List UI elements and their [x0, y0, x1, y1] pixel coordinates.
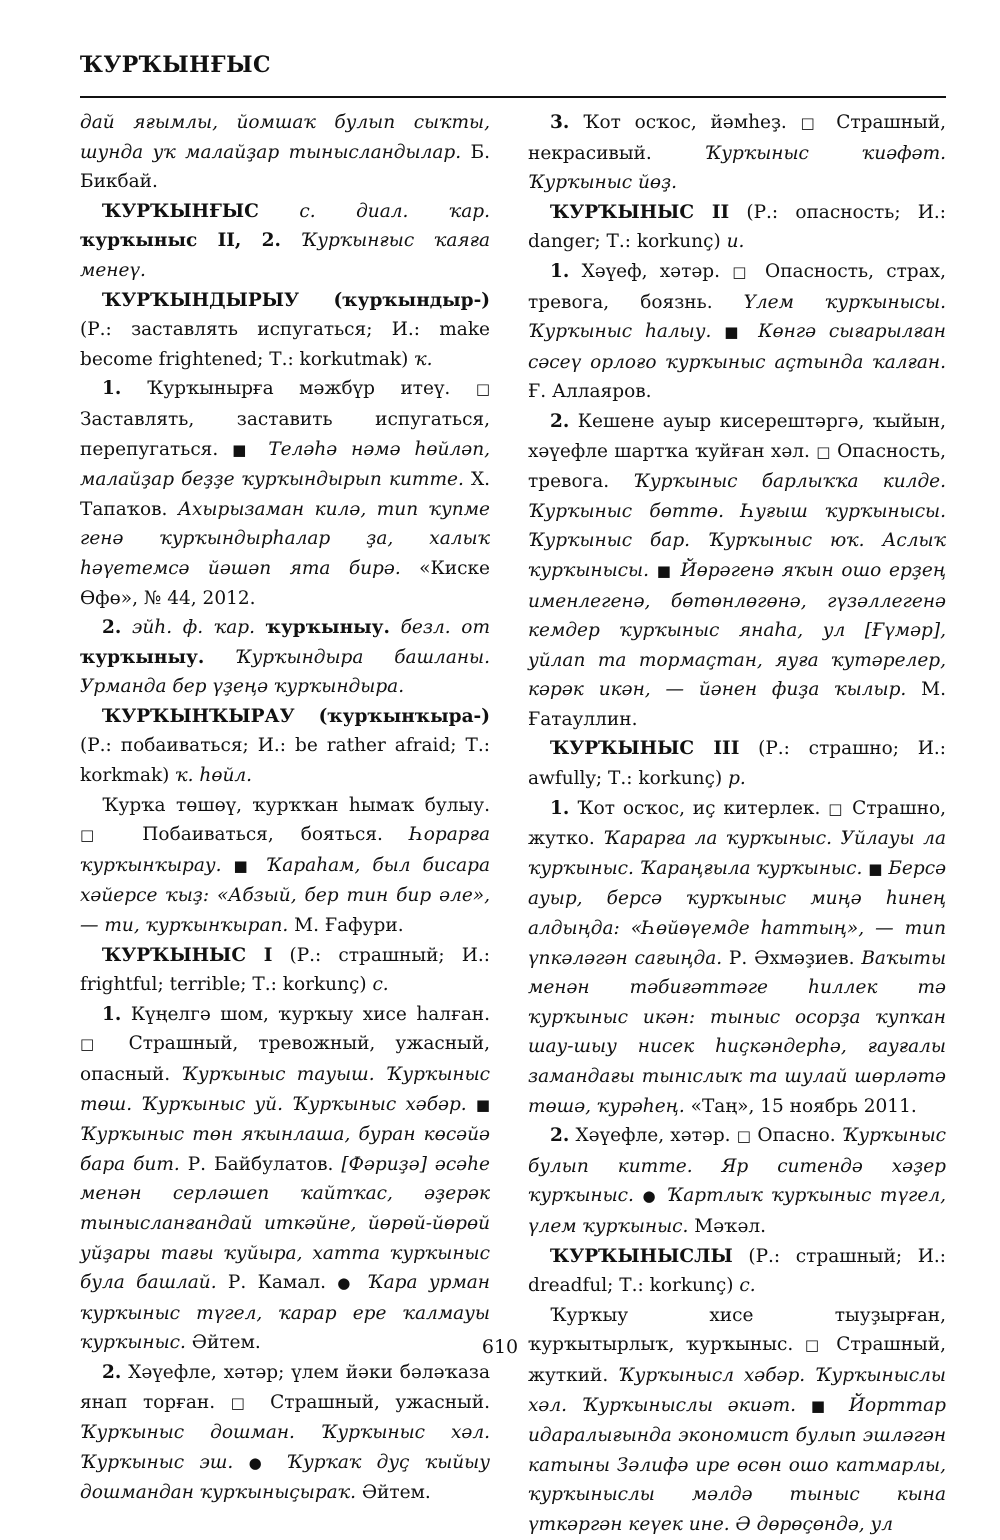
section-marker-symbol: □: [800, 114, 823, 132]
example-text: Теләһә нәмә һөйләп, малайҙар беҙҙе ҡурҡындырып китте.: [80, 438, 490, 491]
example-text: Ҡурҡыныс барлыҡҡа килде. Ҡурҡыныс бөттө. Һуғыш ҡурҡынысы. Ҡурҡыныс бар. Ҡурҡыныс юҡ. Аслыҡ ҡурҡынысы.: [528, 471, 947, 581]
headword-or-sense-number: 1.: [102, 1003, 122, 1025]
example-text: с.: [739, 1275, 756, 1297]
example-text: Ҡурҡыныс булып китте. Яр ситендә хәҙер ҡурҡыныс.: [528, 1125, 946, 1207]
headword-or-sense-number: 1.: [550, 797, 570, 819]
dictionary-paragraph: [80, 613, 490, 702]
example-text: Ҡараһам, был бисара хәйерсе ҡыҙ: «Абзый, бер тин бир әле», — ти, ҡурҡынҡырап.: [80, 854, 490, 937]
example-text: Ҡурҡыныс тауыш. Ҡурҡыныс төш. Ҡурҡыныс уй. Ҡурҡыныс хәбәр.: [80, 1064, 490, 1115]
definition-text: Опасность, тревога.: [528, 440, 946, 493]
headword-or-sense-number: 2.: [550, 1125, 570, 1147]
headword-or-sense-number: 3.: [550, 112, 570, 133]
section-marker-symbol: □: [828, 799, 845, 818]
definition-text: Р. Байбулатов.: [179, 1153, 342, 1175]
section-marker-symbol: ■: [656, 561, 673, 580]
page-number: 610: [481, 1336, 519, 1358]
section-marker-symbol: □: [80, 1035, 109, 1054]
headword-or-sense-number: ҠУРҠЫНЫСЛЫ: [550, 1245, 733, 1267]
example-text: и.: [726, 231, 745, 253]
definition-text: М. Ғафури.: [288, 915, 404, 937]
headword-or-sense-number: ҠУРҠЫНЫС II: [550, 201, 730, 223]
definition-text: Опасно.: [751, 1125, 842, 1147]
example-text: Ҡурҡынғыс ҡаяға менеү.: [80, 230, 491, 281]
definition-text: [233, 1452, 248, 1473]
definition-text: Ҡот осҡос, иҫ китерлек.: [569, 797, 829, 819]
example-text: Ҡурҡындыра башланы. Урманда бер үҙеңә ҡурҡындыра.: [80, 646, 490, 698]
section-marker-symbol: ■: [724, 323, 746, 342]
example-text: Ҡара урман ҡурҡыныс түгел, ҡарар ере ҡалмауы ҡурҡыныс.: [80, 1272, 490, 1354]
definition-text: Ҡот осҡос, йәмһеҙ.: [569, 112, 801, 133]
headword-or-sense-number: ҠУРҠЫНҒЫС: [102, 200, 259, 222]
dictionary-paragraph: [80, 374, 490, 613]
dictionary-paragraph: [80, 108, 490, 197]
headword-or-sense-number: ҡурҡыныу.: [265, 617, 390, 639]
definition-text: Страшный, жуткий.: [528, 1334, 946, 1386]
definition-text: Страшно, жутко.: [528, 797, 946, 850]
definition-text: Страшный, ужасный.: [254, 1391, 490, 1413]
headword-or-sense-number: 2.: [550, 410, 570, 432]
definition-text: Х. Тапаҡов.: [80, 469, 490, 520]
definition-text: Ҡурҡынырға мәжбүр итеү.: [121, 378, 476, 400]
headword-or-sense-number: ҠУРҠЫНЫС III: [550, 738, 740, 760]
definition-text: (Р.: побаиваться; И.: be rather afraid; Т.: korkmak): [80, 735, 490, 787]
dictionary-paragraph: [80, 1358, 490, 1508]
dictionary-paragraph: [528, 198, 946, 257]
example-text: с. диал. ҡар.: [258, 200, 490, 222]
section-marker-symbol: ●: [248, 1453, 272, 1472]
definition-text: Р. Әхмәҙиев.: [722, 947, 862, 969]
example-text: Ахырызаман килә, тип ҡупме генә ҡурҡындырһалар ҙа, халыҡ һәүетемсә йәшәп ята бирә.: [80, 498, 490, 579]
dictionary-paragraph: [528, 108, 946, 198]
header-rule: [80, 96, 946, 98]
definition-text: Әйтем.: [185, 1332, 261, 1354]
example-text: Ҡартлыҡ ҡурҡыныс түгел, үлем ҡурҡыныс.: [528, 1185, 946, 1237]
dictionary-paragraph: [80, 1000, 490, 1358]
example-text: безл. от: [389, 617, 490, 639]
example-text: с.: [372, 974, 389, 996]
definition-text: Хәүефле, хәтәр; үлем йәки бәләҡаза янап торған.: [80, 1361, 490, 1413]
section-marker-symbol: ■: [810, 1396, 835, 1415]
example-text: Йорттар идаралығында экономист булып эшләгән катыны Зәлифә ире өсөн ошо катмарлы, ҡурҡыныслы мәлдә тыныс кына үткәргән кеүек ине. Ә дөрөҫөндә, ул: [528, 1394, 946, 1535]
dictionary-paragraph: [528, 1242, 946, 1301]
dictionary-paragraph: [528, 407, 946, 735]
definition-text: Опасность, страх, тревога, боязнь.: [528, 260, 946, 313]
headword-or-sense-number: 2.: [102, 1361, 122, 1383]
definition-text: «Таң», 15 ноябрь 2011.: [684, 1095, 917, 1117]
definition-text: (Р.: опасность; И.: danger; Т.: korkunç): [528, 201, 946, 253]
dictionary-paragraph: [80, 791, 490, 941]
example-text: Ҡурҡыныс ҡиәфәт. Ҡурҡыныс йөҙ.: [528, 142, 946, 194]
definition-text: [222, 855, 234, 876]
example-text: Ваҡыты менән тәбиғәттәге һиллек тә ҡурҡыныс икән: тыныс осорҙа ҡупҡан шау-шыу нисек һиҫкәндерһә, ғауғалы замандағы тынıслыҡ та шулай шөрләтә төшә, ҡурәһең.: [528, 947, 947, 1117]
headword-or-sense-number: ҠУРҠЫНДЫРЫУ (ҡурҡындыр-): [102, 289, 490, 311]
dictionary-paragraph: [80, 197, 490, 286]
dictionary-paragraph: [528, 734, 946, 793]
definition-text: [467, 1094, 476, 1115]
definition-text: «Киске Өфө», № 44, 2012.: [80, 557, 490, 609]
definition-text: Страшный, тревожный, ужасный, опасный.: [80, 1033, 490, 1085]
dictionary-paragraph: [80, 941, 490, 1000]
section-marker-symbol: ■: [232, 440, 255, 459]
example-text: ҡ. һөйл.: [175, 765, 253, 787]
example-text: Берсә ауыр, берсә ҡурҡыныс миңә һинең алдыңда: «Һөйөүемде һаттың», — тип үпкәләгән сағыңда.: [528, 857, 947, 969]
example-text: эйһ. ф. ҡар.: [121, 617, 266, 639]
section-marker-symbol: ●: [642, 1187, 659, 1206]
headword-or-sense-number: 1.: [102, 378, 122, 400]
definition-text: Ҡурҡа төшөү, ҡурҡҡан һымаҡ булыу.: [102, 794, 490, 816]
definition-text: Р. Камал.: [216, 1272, 338, 1294]
example-text: дай яғымлы, йомшаҡ булып сыҡты, шунда уҡ малайҙар тынысландылар.: [80, 112, 490, 163]
example-text: Ҡарарға ла ҡурҡыныс. Уйлауы ла ҡурҡыныс. Ҡараңғыла ҡурҡыныс.: [528, 828, 946, 879]
section-marker-symbol: □: [230, 1393, 255, 1412]
example-text: Һорарға ҡурҡынҡырау.: [80, 824, 490, 876]
dictionary-paragraph: [528, 1121, 946, 1241]
definition-text: Побаиваться, бояться.: [115, 824, 410, 846]
example-text: [Фәриҙә] әсәһе менән серләшеп ҡайтҡас, әҙерәк тынысланғандай иткәйне, йөрөй-йөрөй уйҙары тағы ҡуйыра, хатта ҡурҡыныс була башлай.: [80, 1153, 490, 1294]
definition-text: Күңелгә шом, ҡурҡыу хисе һалған.: [121, 1003, 490, 1025]
example-text: Үлем ҡурҡынысы. Ҡурҡыныс һалыу.: [528, 291, 946, 343]
dictionary-paragraph: [80, 286, 490, 375]
definition-text: Хәүефле, хәтәр.: [569, 1125, 737, 1147]
example-text: Ҡурҡынысл хәбәр. Ҡурҡыныслы хәл. Ҡурҡыныслы әкиәт.: [528, 1364, 946, 1416]
headword-or-sense-number: 2.: [102, 617, 122, 639]
example-text: Йөрәгенә яҡын ошо ерҙең именлегенә, бөтөнлөгөнә, гүзәллегенә кемдер ҡурҡыныс янаһа, ул [Ғүмәр], уйлап та тормаҫтан, яуға ҡутәрелер, кәрәк икән, — йәнен фиҙа ҡылыр.: [528, 559, 946, 701]
example-text: Көнгә сығарылған сәсеү орлоғо ҡурҡыныс аҫтында ҡалған.: [528, 321, 946, 373]
section-marker-symbol: □: [804, 1336, 825, 1355]
example-text: р.: [728, 768, 746, 790]
headword-or-sense-number: ҡурҡыныу.: [80, 646, 205, 668]
right-column: [528, 108, 946, 1540]
definition-text: Кешене ауыр кисерештәргә, ҡыйын, хәүефле шартҡа ҡуйған хәл.: [528, 410, 946, 462]
section-marker-symbol: □: [80, 826, 116, 845]
definition-text: (Р.: страшный; И.: dreadful; Т.: korkunç): [528, 1245, 946, 1297]
section-marker-symbol: ●: [337, 1274, 356, 1293]
definition-text: Мәҡәл.: [688, 1215, 767, 1237]
definition-text: М. Ғатауллин.: [528, 679, 946, 730]
definition-text: (Р.: заставлять испугаться; И.: make become frightened; Т.: korkutmak): [80, 319, 490, 370]
example-text: Ҡурҡыныс дошман. Ҡурҡыныс хәл. Ҡурҡыныс эш.: [80, 1422, 490, 1473]
definition-text: Әйтем.: [355, 1482, 431, 1504]
section-marker-symbol: ■: [475, 1095, 490, 1114]
definition-text: Страшный, некрасивый.: [528, 112, 946, 164]
dictionary-paragraph: [528, 794, 946, 1122]
definition-text: (Р.: страшный; И.: frightful; terrible; Т.: korkunç): [80, 944, 491, 996]
section-marker-symbol: □: [816, 442, 831, 461]
definition-text: Заставлять, заставить испугаться, перепугаться.: [80, 408, 490, 460]
definition-text: (Р.: страшно; И.: awfully; Т.: korkunç): [528, 738, 946, 790]
definition-text: Ҡурҡыу хисе тыуҙырған, ҡурҡытырлыҡ, ҡурҡыныс.: [528, 1304, 946, 1356]
example-text: Ҡурҡаҡ дуҫ ҡыйыу дошмандан ҡурҡыныҫыраҡ.: [80, 1451, 490, 1504]
definition-text: [796, 1395, 811, 1416]
headword-or-sense-number: ҡурҡыныс II, 2.: [80, 230, 281, 252]
definition-text: [711, 321, 724, 342]
headword-or-sense-number: ҠУРҠЫНЫС I: [102, 944, 273, 966]
running-head: ҠУРҠЫНҒЫС: [80, 52, 272, 78]
headword-or-sense-number: ҠУРҠЫНҠЫРАУ (ҡурҡынҡыра-): [102, 705, 490, 727]
section-marker-symbol: ■: [868, 859, 883, 878]
definition-text: Хәүеф, хәтәр.: [569, 260, 733, 282]
example-text: Ҡурҡыныс төн яҡынлаша, буран көсәйә бара бит.: [80, 1124, 490, 1175]
headword-or-sense-number: 1.: [550, 260, 570, 282]
definition-text: Б. Бикбай.: [80, 141, 491, 193]
section-marker-symbol: □: [475, 380, 490, 399]
section-marker-symbol: □: [732, 262, 753, 281]
dictionary-paragraph: [80, 702, 490, 791]
definition-text: Ғ. Аллаяров.: [528, 381, 652, 403]
dictionary-paragraph: [528, 257, 946, 407]
left-column: [80, 108, 490, 1508]
example-text: ҡ.: [414, 348, 433, 370]
section-marker-symbol: ■: [233, 856, 254, 875]
section-marker-symbol: □: [736, 1127, 752, 1146]
definition-text: [649, 560, 657, 581]
